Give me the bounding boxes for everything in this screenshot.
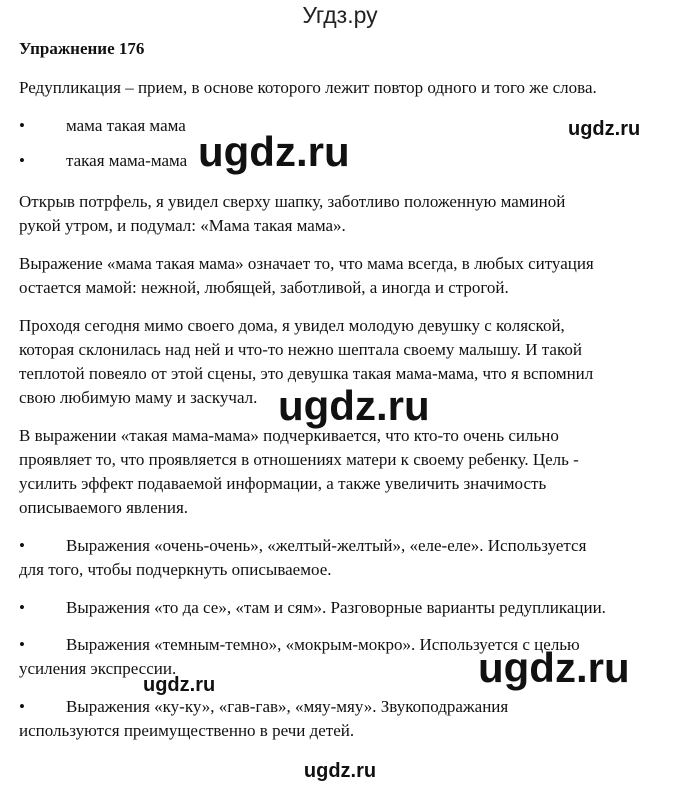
text-line: рукой утром, и подумал: «Мама такая мама».: [19, 216, 346, 235]
text-line: Выражение «мама такая мама» означает то, что мама всегда, в любых ситуация: [19, 254, 594, 273]
text-line: Открыв потрфель, я увидел сверху шапку, заботливо положенную маминой: [19, 192, 566, 211]
bullet-icon: •: [19, 598, 25, 617]
text-line: свою любимую маму и заскучал.: [19, 388, 258, 407]
list-item-continuation: для того, чтобы подчеркнуть описываемое.: [19, 560, 332, 579]
site-header: Угдз.ру: [302, 2, 378, 28]
text-line: усилить эффект подаваемой информации, а также увеличить значимость: [19, 474, 547, 493]
list-item-continuation: усиления экспрессии.: [19, 659, 177, 678]
watermark: ugdz.ru: [198, 128, 350, 175]
list-item-text: Выражения «темным-темно», «мокрым-мокро». Используется с целью: [66, 635, 580, 654]
text-line: Проходя сегодня мимо своего дома, я увидел молодую девушку с коляской,: [19, 316, 565, 335]
example-item: мама такая мама: [66, 116, 186, 135]
list-item-text: Выражения «ку-ку», «гав-гав», «мяу-мяу». Звукоподражания: [66, 697, 509, 716]
watermark: ugdz.ru: [478, 644, 630, 691]
intro-paragraph: Редупликация – прием, в основе которого лежит повтор одного и того же слова.: [19, 78, 597, 97]
list-item-text: Выражения «очень-очень», «желтый-желтый», «еле-еле». Используется: [66, 536, 587, 555]
list-item-text: Выражения «то да се», «там и сям». Разговорные варианты редупликации.: [66, 598, 606, 617]
bullet-icon: •: [19, 151, 25, 170]
text-line: теплотой повеяло от этой сцены, это девушка такая мама-мама, что я вспомнил: [19, 364, 594, 383]
footer-watermark: ugdz.ru: [303, 760, 377, 782]
watermark: ugdz.ru: [143, 674, 216, 696]
text-line: описываемого явления.: [19, 498, 189, 517]
bullet-icon: •: [19, 116, 25, 135]
text-line: остается мамой: нежной, любящей, заботливой, а иногда и строгой.: [19, 278, 509, 297]
list-item-continuation: используются преимущественно в речи детей.: [19, 721, 355, 740]
watermark: ugdz.ru: [278, 382, 430, 429]
watermark: ugdz.ru: [568, 118, 641, 140]
text-line: которая склонилась над ней и что-то нежно шептала своему малышу. И такой: [19, 340, 582, 359]
bullet-icon: •: [19, 635, 25, 654]
exercise-title: Упражнение 176: [19, 39, 145, 58]
bullet-icon: •: [19, 697, 25, 716]
text-line: В выражении «такая мама-мама» подчеркивается, что кто-то очень сильно: [19, 426, 559, 445]
bullet-icon: •: [19, 536, 25, 555]
example-item: такая мама-мама: [66, 151, 188, 170]
text-line: проявляет то, что проявляется в отношениях матери к своему ребенку. Цель -: [19, 450, 579, 469]
